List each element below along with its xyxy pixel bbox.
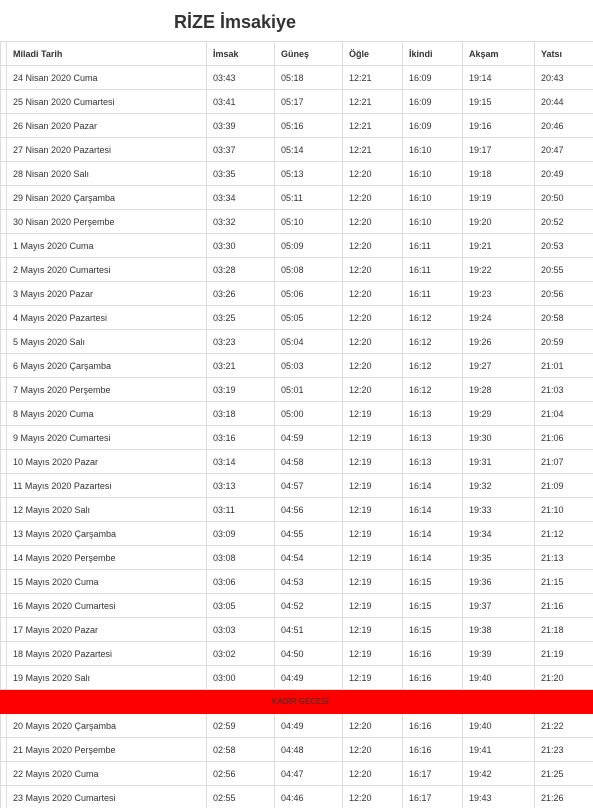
table-row xyxy=(1,66,593,90)
aksam-cell: 19:33 xyxy=(463,498,535,522)
date-cell: 26 Nisan 2020 Pazar xyxy=(7,114,207,138)
yatsi-cell: 20:43 xyxy=(535,66,593,90)
ikindi-cell: 16:09 xyxy=(403,66,463,90)
ogle-cell: 12:19 xyxy=(343,546,403,570)
yatsi-cell: 21:12 xyxy=(535,522,593,546)
yatsi-cell: 21:13 xyxy=(535,546,593,570)
imsak-cell: 03:03 xyxy=(207,618,275,642)
imsak-cell: 02:59 xyxy=(207,714,275,738)
ogle-cell: 12:19 xyxy=(343,570,403,594)
ogle-cell: 12:19 xyxy=(343,450,403,474)
yatsi-cell: 21:18 xyxy=(535,618,593,642)
gunes-cell: 04:53 xyxy=(275,570,343,594)
header-imsak: İmsak xyxy=(207,42,275,66)
table-row xyxy=(1,498,593,522)
date-cell: 30 Nisan 2020 Perşembe xyxy=(7,210,207,234)
aksam-cell: 19:40 xyxy=(463,666,535,690)
imsak-cell: 02:56 xyxy=(207,762,275,786)
aksam-cell: 19:37 xyxy=(463,594,535,618)
date-cell: 4 Mayıs 2020 Pazartesi xyxy=(7,306,207,330)
gunes-cell: 05:06 xyxy=(275,282,343,306)
yatsi-cell: 20:50 xyxy=(535,186,593,210)
ogle-cell: 12:20 xyxy=(343,378,403,402)
gunes-cell: 04:50 xyxy=(275,642,343,666)
ogle-cell: 12:20 xyxy=(343,714,403,738)
gunes-cell: 05:11 xyxy=(275,186,343,210)
ogle-cell: 12:19 xyxy=(343,522,403,546)
date-cell: 11 Mayıs 2020 Pazartesi xyxy=(7,474,207,498)
imsak-cell: 03:11 xyxy=(207,498,275,522)
yatsi-cell: 21:07 xyxy=(535,450,593,474)
table-row xyxy=(1,186,593,210)
yatsi-cell: 20:59 xyxy=(535,330,593,354)
aksam-cell: 19:16 xyxy=(463,114,535,138)
table-row xyxy=(1,426,593,450)
ikindi-cell: 16:12 xyxy=(403,378,463,402)
ogle-cell: 12:19 xyxy=(343,426,403,450)
imsak-cell: 03:26 xyxy=(207,282,275,306)
imsak-cell: 03:16 xyxy=(207,426,275,450)
ogle-cell: 12:20 xyxy=(343,234,403,258)
yatsi-cell: 21:09 xyxy=(535,474,593,498)
imsak-cell: 03:34 xyxy=(207,186,275,210)
imsak-cell: 03:23 xyxy=(207,330,275,354)
imsak-cell: 03:00 xyxy=(207,666,275,690)
date-cell: 6 Mayıs 2020 Çarşamba xyxy=(7,354,207,378)
ikindi-cell: 16:09 xyxy=(403,114,463,138)
ikindi-cell: 16:13 xyxy=(403,402,463,426)
gunes-cell: 04:49 xyxy=(275,714,343,738)
table-row xyxy=(1,714,593,738)
table-row xyxy=(1,138,593,162)
date-cell: 20 Mayıs 2020 Çarşamba xyxy=(7,714,207,738)
date-cell: 3 Mayıs 2020 Pazar xyxy=(7,282,207,306)
aksam-cell: 19:19 xyxy=(463,186,535,210)
aksam-cell: 19:30 xyxy=(463,426,535,450)
aksam-cell: 19:41 xyxy=(463,738,535,762)
ogle-cell: 12:21 xyxy=(343,114,403,138)
ogle-cell: 12:21 xyxy=(343,66,403,90)
header-ikindi: İkindi xyxy=(403,42,463,66)
ogle-cell: 12:21 xyxy=(343,138,403,162)
ogle-cell: 12:20 xyxy=(343,306,403,330)
date-cell: 8 Mayıs 2020 Cuma xyxy=(7,402,207,426)
gunes-cell: 05:04 xyxy=(275,330,343,354)
gunes-cell: 04:54 xyxy=(275,546,343,570)
aksam-cell: 19:43 xyxy=(463,786,535,808)
gunes-cell: 05:01 xyxy=(275,378,343,402)
ikindi-cell: 16:13 xyxy=(403,426,463,450)
header-aksam: Akşam xyxy=(463,42,535,66)
ogle-cell: 12:19 xyxy=(343,666,403,690)
table-row xyxy=(1,282,593,306)
ikindi-cell: 16:12 xyxy=(403,354,463,378)
gunes-cell: 04:59 xyxy=(275,426,343,450)
yatsi-cell: 21:15 xyxy=(535,570,593,594)
gunes-cell: 05:08 xyxy=(275,258,343,282)
aksam-cell: 19:24 xyxy=(463,306,535,330)
table-row xyxy=(1,570,593,594)
imsak-cell: 03:30 xyxy=(207,234,275,258)
imsak-cell: 03:37 xyxy=(207,138,275,162)
table-row xyxy=(1,594,593,618)
table-row xyxy=(1,90,593,114)
imsak-cell: 03:21 xyxy=(207,354,275,378)
date-cell: 29 Nisan 2020 Çarşamba xyxy=(7,186,207,210)
ogle-cell: 12:19 xyxy=(343,642,403,666)
date-cell: 19 Mayıs 2020 Salı xyxy=(7,666,207,690)
gunes-cell: 04:57 xyxy=(275,474,343,498)
date-cell: 18 Mayıs 2020 Pazartesi xyxy=(7,642,207,666)
date-cell: 12 Mayıs 2020 Salı xyxy=(7,498,207,522)
aksam-cell: 19:14 xyxy=(463,66,535,90)
date-cell: 22 Mayıs 2020 Cuma xyxy=(7,762,207,786)
ikindi-cell: 16:10 xyxy=(403,138,463,162)
ikindi-cell: 16:17 xyxy=(403,786,463,808)
imsak-cell: 03:09 xyxy=(207,522,275,546)
imsak-cell: 03:02 xyxy=(207,642,275,666)
ikindi-cell: 16:12 xyxy=(403,330,463,354)
aksam-cell: 19:23 xyxy=(463,282,535,306)
table-row xyxy=(1,738,593,762)
ogle-cell: 12:19 xyxy=(343,594,403,618)
ikindi-cell: 16:10 xyxy=(403,162,463,186)
yatsi-cell: 21:04 xyxy=(535,402,593,426)
gunes-cell: 05:18 xyxy=(275,66,343,90)
ikindi-cell: 16:17 xyxy=(403,762,463,786)
imsak-cell: 03:39 xyxy=(207,114,275,138)
gunes-cell: 04:49 xyxy=(275,666,343,690)
aksam-cell: 19:27 xyxy=(463,354,535,378)
ikindi-cell: 16:11 xyxy=(403,258,463,282)
ogle-cell: 12:20 xyxy=(343,210,403,234)
aksam-cell: 19:38 xyxy=(463,618,535,642)
date-cell: 15 Mayıs 2020 Cuma xyxy=(7,570,207,594)
date-cell: 21 Mayıs 2020 Perşembe xyxy=(7,738,207,762)
page-title: RİZE İmsakiye xyxy=(174,12,297,32)
date-cell: 24 Nisan 2020 Cuma xyxy=(7,66,207,90)
gunes-cell: 04:56 xyxy=(275,498,343,522)
table-row xyxy=(1,762,593,786)
ikindi-cell: 16:15 xyxy=(403,570,463,594)
aksam-cell: 19:20 xyxy=(463,210,535,234)
aksam-cell: 19:42 xyxy=(463,762,535,786)
gunes-cell: 05:05 xyxy=(275,306,343,330)
gunes-cell: 04:51 xyxy=(275,618,343,642)
yatsi-cell: 21:01 xyxy=(535,354,593,378)
table-row xyxy=(1,330,593,354)
imsak-cell: 03:18 xyxy=(207,402,275,426)
table-row xyxy=(1,666,593,690)
table-row xyxy=(1,642,593,666)
table-row xyxy=(1,618,593,642)
aksam-cell: 19:29 xyxy=(463,402,535,426)
ogle-cell: 12:20 xyxy=(343,162,403,186)
yatsi-cell: 20:55 xyxy=(535,258,593,282)
aksam-cell: 19:26 xyxy=(463,330,535,354)
yatsi-cell: 20:47 xyxy=(535,138,593,162)
ogle-cell: 12:19 xyxy=(343,474,403,498)
yatsi-cell: 21:19 xyxy=(535,642,593,666)
table-row xyxy=(1,114,593,138)
gunes-cell: 04:55 xyxy=(275,522,343,546)
ogle-cell: 12:20 xyxy=(343,186,403,210)
yatsi-cell: 21:22 xyxy=(535,714,593,738)
date-cell: 13 Mayıs 2020 Çarşamba xyxy=(7,522,207,546)
ogle-cell: 12:20 xyxy=(343,354,403,378)
gunes-cell: 05:03 xyxy=(275,354,343,378)
yatsi-cell: 21:03 xyxy=(535,378,593,402)
ikindi-cell: 16:10 xyxy=(403,210,463,234)
kadir-gecesi-label: KADİR GECESİ xyxy=(1,690,593,714)
date-cell: 5 Mayıs 2020 Salı xyxy=(7,330,207,354)
aksam-cell: 19:18 xyxy=(463,162,535,186)
ogle-cell: 12:19 xyxy=(343,618,403,642)
yatsi-cell: 20:44 xyxy=(535,90,593,114)
header-gunes: Güneş xyxy=(275,42,343,66)
yatsi-cell: 21:20 xyxy=(535,666,593,690)
date-cell: 7 Mayıs 2020 Perşembe xyxy=(7,378,207,402)
ikindi-cell: 16:16 xyxy=(403,642,463,666)
table-row xyxy=(1,522,593,546)
ogle-cell: 12:20 xyxy=(343,738,403,762)
yatsi-cell: 21:06 xyxy=(535,426,593,450)
ogle-cell: 12:20 xyxy=(343,258,403,282)
gunes-cell: 04:47 xyxy=(275,762,343,786)
ikindi-cell: 16:11 xyxy=(403,234,463,258)
table-row xyxy=(1,402,593,426)
ikindi-cell: 16:10 xyxy=(403,186,463,210)
imsak-cell: 02:58 xyxy=(207,738,275,762)
imsak-cell: 03:43 xyxy=(207,66,275,90)
ikindi-cell: 16:16 xyxy=(403,738,463,762)
table-row xyxy=(1,378,593,402)
ogle-cell: 12:20 xyxy=(343,330,403,354)
yatsi-cell: 20:53 xyxy=(535,234,593,258)
date-cell: 25 Nisan 2020 Cumartesi xyxy=(7,90,207,114)
ikindi-cell: 16:14 xyxy=(403,546,463,570)
table-row xyxy=(1,306,593,330)
gunes-cell: 05:10 xyxy=(275,210,343,234)
imsak-cell: 03:25 xyxy=(207,306,275,330)
kadir-gecesi-row xyxy=(1,690,593,714)
ikindi-cell: 16:16 xyxy=(403,666,463,690)
yatsi-cell: 21:23 xyxy=(535,738,593,762)
ikindi-cell: 16:11 xyxy=(403,282,463,306)
ogle-cell: 12:19 xyxy=(343,498,403,522)
imsak-cell: 03:06 xyxy=(207,570,275,594)
header-yatsi: Yatsı xyxy=(535,42,593,66)
yatsi-cell: 21:10 xyxy=(535,498,593,522)
gunes-cell: 04:48 xyxy=(275,738,343,762)
imsak-cell: 03:14 xyxy=(207,450,275,474)
yatsi-cell: 21:16 xyxy=(535,594,593,618)
table-row xyxy=(1,450,593,474)
gunes-cell: 04:46 xyxy=(275,786,343,808)
ikindi-cell: 16:12 xyxy=(403,306,463,330)
ogle-cell: 12:19 xyxy=(343,402,403,426)
table-row xyxy=(1,354,593,378)
gunes-cell: 05:09 xyxy=(275,234,343,258)
imsak-cell: 03:28 xyxy=(207,258,275,282)
ikindi-cell: 16:14 xyxy=(403,522,463,546)
imsak-cell: 03:32 xyxy=(207,210,275,234)
aksam-cell: 19:28 xyxy=(463,378,535,402)
imsak-cell: 03:19 xyxy=(207,378,275,402)
date-cell: 14 Mayıs 2020 Perşembe xyxy=(7,546,207,570)
ikindi-cell: 16:13 xyxy=(403,450,463,474)
yatsi-cell: 21:26 xyxy=(535,786,593,808)
yatsi-cell: 20:56 xyxy=(535,282,593,306)
table-row xyxy=(1,546,593,570)
gunes-cell: 05:17 xyxy=(275,90,343,114)
date-cell: 28 Nisan 2020 Salı xyxy=(7,162,207,186)
ikindi-cell: 16:09 xyxy=(403,90,463,114)
gunes-cell: 04:52 xyxy=(275,594,343,618)
gunes-cell: 05:13 xyxy=(275,162,343,186)
imsak-cell: 03:41 xyxy=(207,90,275,114)
table-row xyxy=(1,258,593,282)
ogle-cell: 12:20 xyxy=(343,762,403,786)
table-row xyxy=(1,474,593,498)
table-row xyxy=(1,162,593,186)
date-cell: 1 Mayıs 2020 Cuma xyxy=(7,234,207,258)
date-cell: 17 Mayıs 2020 Pazar xyxy=(7,618,207,642)
header-miladi-tarih: Miladi Tarih xyxy=(7,42,207,66)
date-cell: 9 Mayıs 2020 Cumartesi xyxy=(7,426,207,450)
ikindi-cell: 16:15 xyxy=(403,618,463,642)
aksam-cell: 19:22 xyxy=(463,258,535,282)
aksam-cell: 19:40 xyxy=(463,714,535,738)
date-cell: 2 Mayıs 2020 Cumartesi xyxy=(7,258,207,282)
imsakiye-table xyxy=(0,41,593,808)
date-cell: 16 Mayıs 2020 Cumartesi xyxy=(7,594,207,618)
aksam-cell: 19:31 xyxy=(463,450,535,474)
ogle-cell: 12:20 xyxy=(343,786,403,808)
date-cell: 10 Mayıs 2020 Pazar xyxy=(7,450,207,474)
table-body xyxy=(1,66,593,808)
gunes-cell: 05:16 xyxy=(275,114,343,138)
gunes-cell: 05:00 xyxy=(275,402,343,426)
imsak-cell: 03:05 xyxy=(207,594,275,618)
ogle-cell: 12:21 xyxy=(343,90,403,114)
imsak-cell: 03:35 xyxy=(207,162,275,186)
table-row xyxy=(1,786,593,808)
header-ogle: Öğle xyxy=(343,42,403,66)
aksam-cell: 19:21 xyxy=(463,234,535,258)
ikindi-cell: 16:14 xyxy=(403,474,463,498)
aksam-cell: 19:39 xyxy=(463,642,535,666)
yatsi-cell: 20:52 xyxy=(535,210,593,234)
aksam-cell: 19:15 xyxy=(463,90,535,114)
ikindi-cell: 16:15 xyxy=(403,594,463,618)
yatsi-cell: 20:58 xyxy=(535,306,593,330)
yatsi-cell: 20:49 xyxy=(535,162,593,186)
aksam-cell: 19:35 xyxy=(463,546,535,570)
aksam-cell: 19:34 xyxy=(463,522,535,546)
table-header-row xyxy=(1,42,593,66)
table-row xyxy=(1,210,593,234)
gunes-cell: 05:14 xyxy=(275,138,343,162)
table-row xyxy=(1,234,593,258)
aksam-cell: 19:32 xyxy=(463,474,535,498)
imsak-cell: 02:55 xyxy=(207,786,275,808)
imsak-cell: 03:08 xyxy=(207,546,275,570)
imsak-cell: 03:13 xyxy=(207,474,275,498)
date-cell: 23 Mayıs 2020 Cumartesi xyxy=(7,786,207,808)
ikindi-cell: 16:14 xyxy=(403,498,463,522)
aksam-cell: 19:36 xyxy=(463,570,535,594)
aksam-cell: 19:17 xyxy=(463,138,535,162)
yatsi-cell: 20:46 xyxy=(535,114,593,138)
date-cell: 27 Nisan 2020 Pazartesi xyxy=(7,138,207,162)
gunes-cell: 04:58 xyxy=(275,450,343,474)
yatsi-cell: 21:25 xyxy=(535,762,593,786)
ikindi-cell: 16:16 xyxy=(403,714,463,738)
ogle-cell: 12:20 xyxy=(343,282,403,306)
